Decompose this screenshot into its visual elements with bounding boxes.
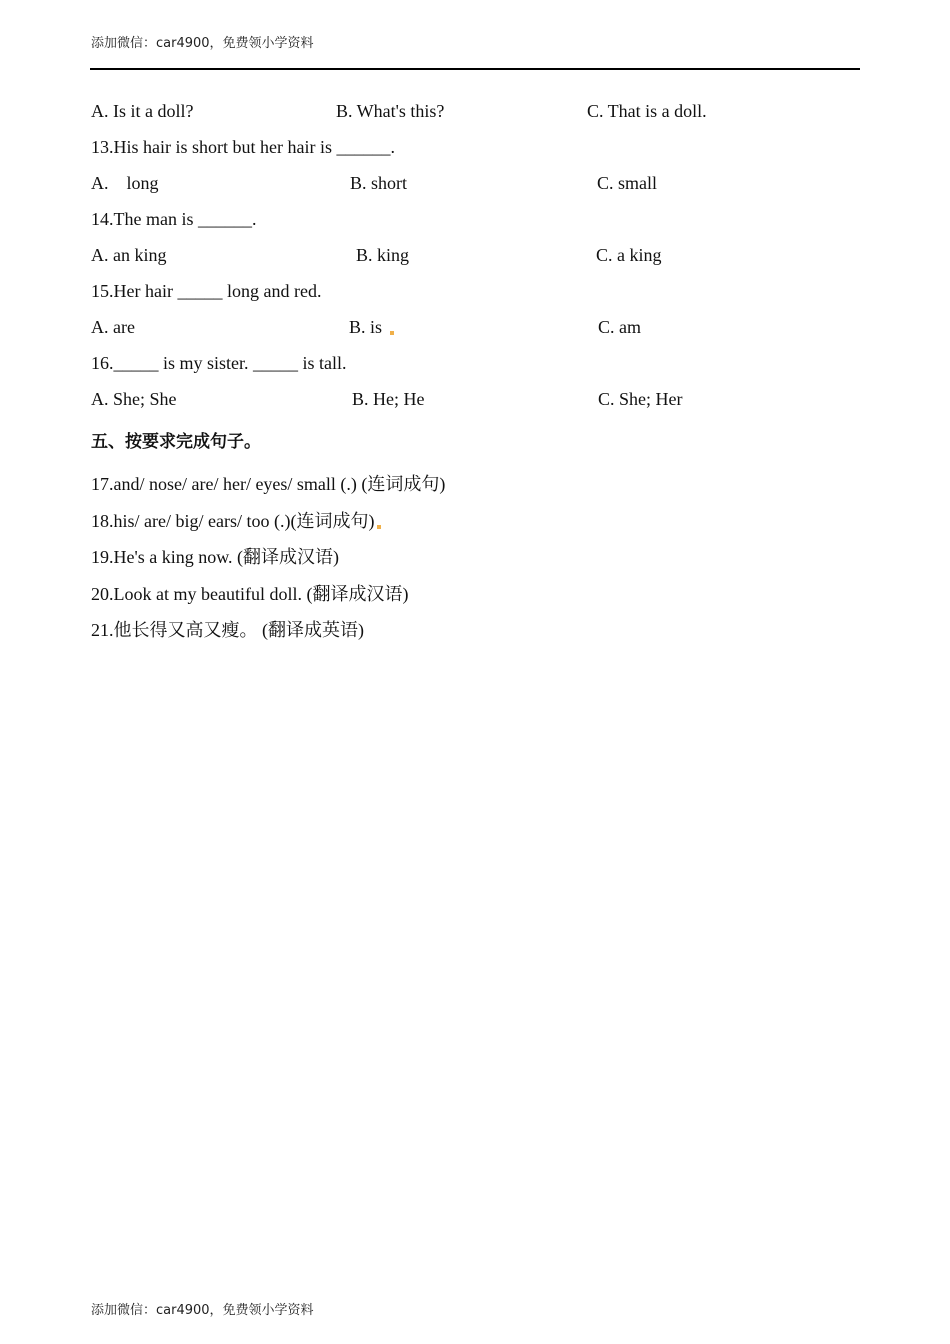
q12-option-c: C. That is a doll. — [587, 101, 707, 121]
highlight-mark — [377, 525, 381, 529]
q17-question: 17.and/ nose/ are/ her/ eyes/ small (.) (连词成句) — [91, 474, 446, 494]
q12-option-b: B. What's this? — [336, 101, 445, 121]
q15-question: 15.Her hair _____ long and red. — [91, 281, 322, 301]
q13-option-b: B. short — [350, 173, 408, 193]
q12-option-a: A. Is it a doll? — [91, 101, 194, 121]
q15-option-b: B. is — [349, 317, 394, 338]
page-footer: 添加微信：car4900，免费领小学资料 — [91, 1303, 314, 1318]
q21-question: 21.他长得又高又瘦。 (翻译成英语) — [91, 620, 364, 640]
q18-question: 18.his/ are/ big/ ears/ too (.)(连词成句) — [91, 507, 381, 533]
q14-option-c: C. a king — [596, 245, 662, 265]
q14-question: 14.The man is ______. — [91, 209, 257, 229]
q16-question: 16._____ is my sister. _____ is tall. — [91, 353, 347, 373]
q15-option-c: C. am — [598, 317, 641, 337]
q15-option-a: A. are — [91, 317, 135, 337]
q13-option-a: A. long — [91, 173, 159, 193]
q16-option-a: A. She; She — [91, 389, 177, 409]
q14-option-a: A. an king — [91, 245, 167, 265]
highlight-mark — [390, 331, 394, 335]
q20-question: 20.Look at my beautiful doll. (翻译成汉语) — [91, 584, 409, 604]
q19-question: 19.He's a king now. (翻译成汉语) — [91, 547, 340, 567]
page-header: 添加微信：car4900，免费领小学资料 — [91, 36, 314, 51]
q13-option-c: C. small — [597, 173, 658, 193]
section-title: 五、按要求完成句子。 — [91, 432, 261, 452]
q14-option-b: B. king — [356, 245, 410, 265]
q16-option-b: B. He; He — [352, 389, 425, 409]
q13-question: 13.His hair is short but her hair is ______. — [91, 137, 395, 157]
header-divider — [90, 68, 860, 70]
q16-option-c: C. She; Her — [598, 389, 683, 409]
